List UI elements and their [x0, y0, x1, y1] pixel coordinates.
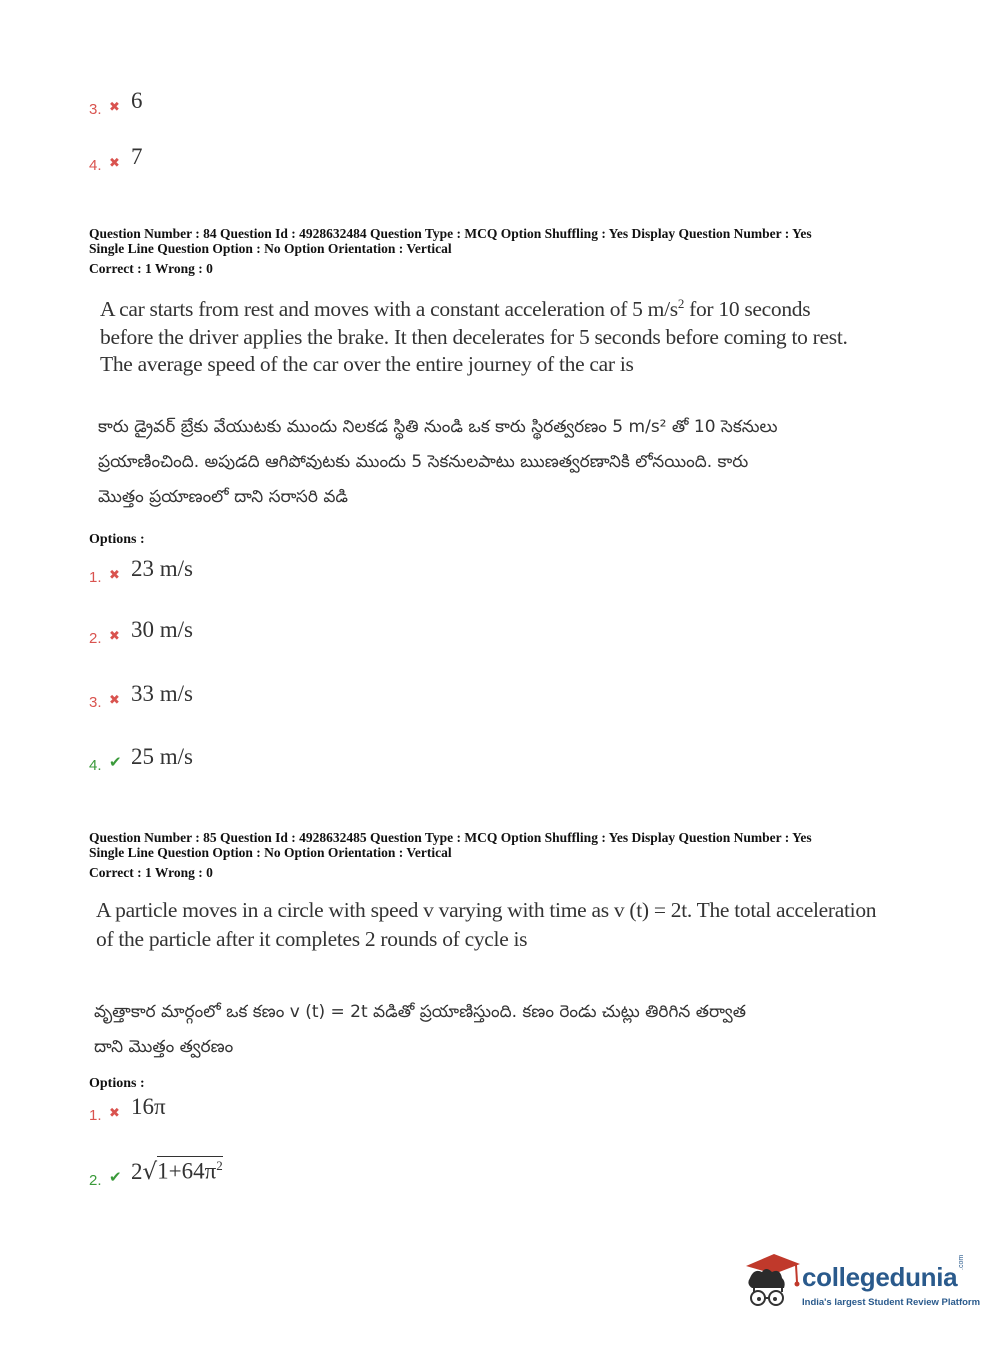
option-text-formula [131, 1156, 223, 1189]
question-text [96, 896, 916, 954]
option-1 [89, 1094, 166, 1124]
wrong-mark-icon: ✖ [109, 629, 120, 644]
meta-line: Question Number : 84 Question Id : 4928632484 Question Type : MCQ Option Shuffling : Yes Display Question Number : Yes [89, 226, 812, 241]
option-text: 23 m/s [131, 556, 193, 581]
logo-wordmark: collegedunia [802, 1262, 958, 1292]
option-text: 16π [131, 1094, 166, 1119]
option-text: 7 [131, 144, 143, 169]
question-text [100, 290, 900, 379]
wrong-mark-icon: ✖ [109, 1106, 120, 1121]
formula-coefficient: 2 [131, 1158, 143, 1184]
option-number: 4. [89, 757, 102, 774]
logo-domain: .com [958, 1254, 965, 1270]
meta-line: Question Number : 85 Question Id : 4928632485 Question Type : MCQ Option Shuffling : Yes Display Question Number : Yes [89, 830, 812, 845]
sqrt-icon: √ [142, 1158, 158, 1185]
question-text-telugu: వృత్తాకార మార్గంలో ఒక కణం v (t) = 2t వడితో ప్రయాణిస్తుంది. కణం రెండు చుట్లు తిరిగిన తర్వాత దాని మొత్తం త్వరణం [94, 1002, 746, 1057]
check-mark-icon: ✔ [109, 1167, 122, 1186]
option-number: 2. [89, 630, 102, 647]
option-1 [89, 556, 193, 586]
option-3 [89, 88, 143, 118]
option-number: 1. [89, 569, 102, 586]
score-line: Correct : 1 Wrong : 0 [89, 865, 213, 880]
question-line: A car starts from rest and moves with a constant acceleration of 5 $m/s^2$ for 10 seconds [100, 296, 811, 322]
logo-tagline: India's largest Student Review Platform [802, 1297, 981, 1308]
question-line: The average speed of the car over the entire journey of the car is [100, 352, 634, 377]
option-4 [89, 144, 143, 174]
meta-line: Single Line Question Option : No Option Orientation : Vertical [89, 845, 452, 860]
wrong-mark-icon: ✖ [109, 693, 120, 708]
question-text-telugu: కారు డ్రైవర్ బ్రేకు వేయుటకు ముందు నిలకడ స్థితి నుండి ఒక కారు స్థిరత్వరణం 5 m/s² తో 10 సెకనులు ప్రయాణించింది. అపుడది ఆగిపోవుటకు ముందు 5 సెకనులపాటు ఋణత్వరణానికి లోనయింది. కారు మొత్తం ప్రయాణంలో దాని సరాసరి వడి [98, 417, 778, 507]
score-line: Correct : 1 Wrong : 0 [89, 261, 213, 276]
option-text: 30 m/s [131, 617, 193, 642]
mascot-icon [740, 1248, 802, 1318]
option-2 [89, 617, 193, 647]
formula-radicand: $1+64\pi^2$ [157, 1158, 223, 1184]
option-text: 33 m/s [131, 681, 193, 706]
option-text: 25 m/s [131, 744, 193, 769]
option-3 [89, 681, 193, 711]
option-number: 4. [89, 157, 102, 174]
collegedunia-logo [740, 1248, 981, 1318]
option-4 [89, 744, 193, 774]
question-line: A particle moves in a circle with speed v varying with time as v (t) = 2t. The total acceleration [96, 898, 877, 922]
option-2 [89, 1156, 223, 1189]
wrong-mark-icon: ✖ [109, 156, 120, 171]
option-number: 2. [89, 1171, 102, 1189]
wrong-mark-icon: ✖ [109, 568, 120, 583]
option-number: 1. [89, 1107, 102, 1124]
question-meta [89, 226, 812, 276]
options-label: Options : [89, 532, 145, 547]
check-mark-icon: ✔ [109, 753, 122, 771]
wrong-mark-icon: ✖ [109, 100, 120, 115]
question-line: before the driver applies the brake. It then decelerates for 5 seconds before coming to rest. [100, 324, 848, 349]
question-meta [89, 830, 812, 880]
meta-line: Single Line Question Option : No Option Orientation : Vertical [89, 241, 452, 256]
question-line: of the particle after it completes 2 rounds of cycle is [96, 927, 528, 951]
options-label: Options : [89, 1076, 145, 1091]
option-number: 3. [89, 101, 102, 118]
option-number: 3. [89, 694, 102, 711]
option-text: 6 [131, 88, 143, 113]
